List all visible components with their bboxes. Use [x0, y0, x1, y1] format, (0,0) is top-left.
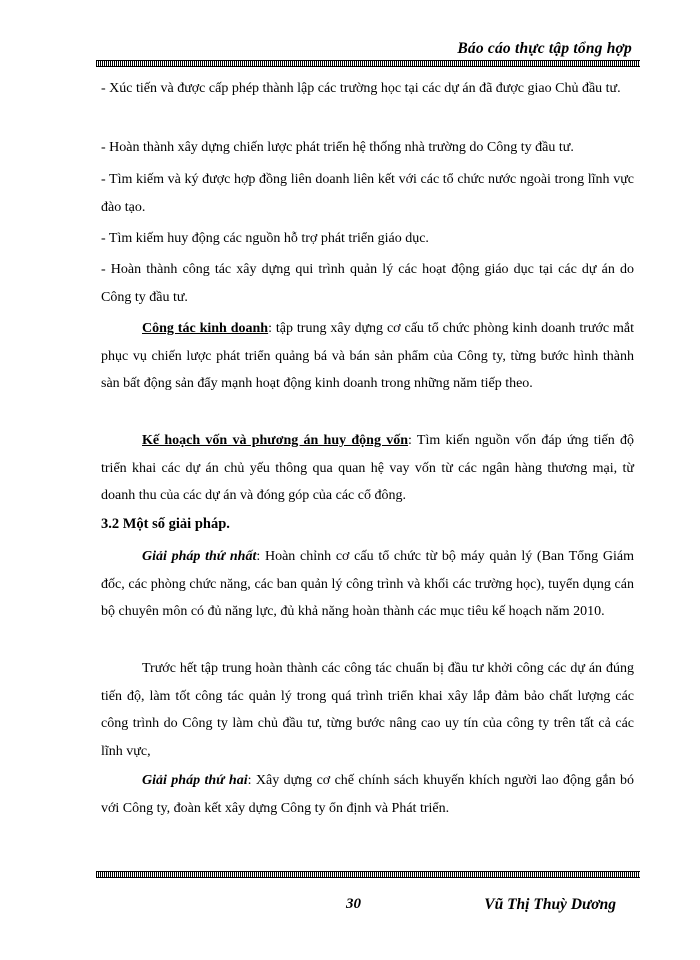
business-paragraph [101, 315, 634, 398]
business-text: : tập trung xây dựng cơ cấu tổ chức phòng kinh doanh trước mắt phục vụ chiến lược phát triển quảng bá và bán sản phẩm của Công ty, từng bước hình thành sàn bất động sản đẩy mạnh hoạt động kinh doanh trong những năm tiếp theo. [101, 321, 634, 391]
footer-rule [96, 871, 640, 878]
solution-one-paragraph [101, 543, 634, 626]
bullet-item: - Tìm kiếm huy động các nguồn hỗ trợ phát triển giáo dục. [101, 231, 429, 246]
capital-text: : Tìm kiến nguồn vốn đáp ứng tiến độ triển khai các dự án chủ yếu thông qua quan hệ vay vốn từ các ngân hàng thương mại, từ doanh thu của các dự án và đóng góp của các cổ đông. [101, 433, 634, 503]
author-name: Vũ Thị Thuỳ Dương [484, 896, 616, 913]
bullet-item: - Xúc tiến và được cấp phép thành lập các trường học tại các dự án đã được giao Chủ đầu tư. [101, 81, 621, 96]
business-label: Công tác kinh doanh [142, 321, 269, 336]
solution-one-text: : Hoàn chỉnh cơ cấu tổ chức từ bộ máy quản lý (Ban Tổng Giám đốc, các phòng chức năng, các ban quản lý công trình và khối các trường học), tuyển dụng cán bộ chuyên môn có đủ năng lực, đủ khả năng hoàn thành các mục tiêu kế hoạch năm 2010. [101, 549, 634, 619]
body-paragraph: Trước hết tập trung hoàn thành các công tác chuẩn bị đầu tư khởi công các dự án đúng tiến độ, làm tốt công tác quản lý trong quá trình triển khai xây lắp đảm bảo chất lượng các công trình do Công ty làm chủ đầu tư, từng bước nâng cao uy tín của công ty trên tất cả các lĩnh vực, [101, 661, 634, 759]
header-title: Báo cáo thực tập tổng hợp [457, 40, 632, 57]
capital-paragraph [101, 427, 634, 510]
page-number: 30 [346, 896, 361, 912]
solution-one-label: Giải pháp thứ nhất [142, 549, 257, 564]
capital-label: Kế hoạch vốn và phương án huy động vốn [142, 433, 409, 448]
bullet-item: - Tìm kiếm và ký được hợp đồng liên doanh liên kết với các tổ chức nước ngoài trong lĩnh vực đào tạo. [101, 172, 634, 215]
bullet-item: - Hoàn thành xây dựng chiến lược phát triển hệ thống nhà trường do Công ty đầu tư. [101, 140, 574, 155]
header-rule [96, 60, 640, 67]
section-heading: 3.2 Một số giải pháp. [101, 516, 230, 532]
bullet-item: - Hoàn thành công tác xây dựng qui trình quản lý các hoạt động giáo dục tại các dự án do Công ty đầu tư. [101, 262, 634, 305]
solution-two-paragraph [101, 767, 634, 822]
solution-two-text: : Xây dựng cơ chế chính sách khuyến khích người lao động gắn bó với Công ty, đoàn kết xây dựng Công ty ổn định và Phát triển. [101, 773, 635, 816]
solution-two-label: Giải pháp thứ hai [142, 773, 248, 788]
